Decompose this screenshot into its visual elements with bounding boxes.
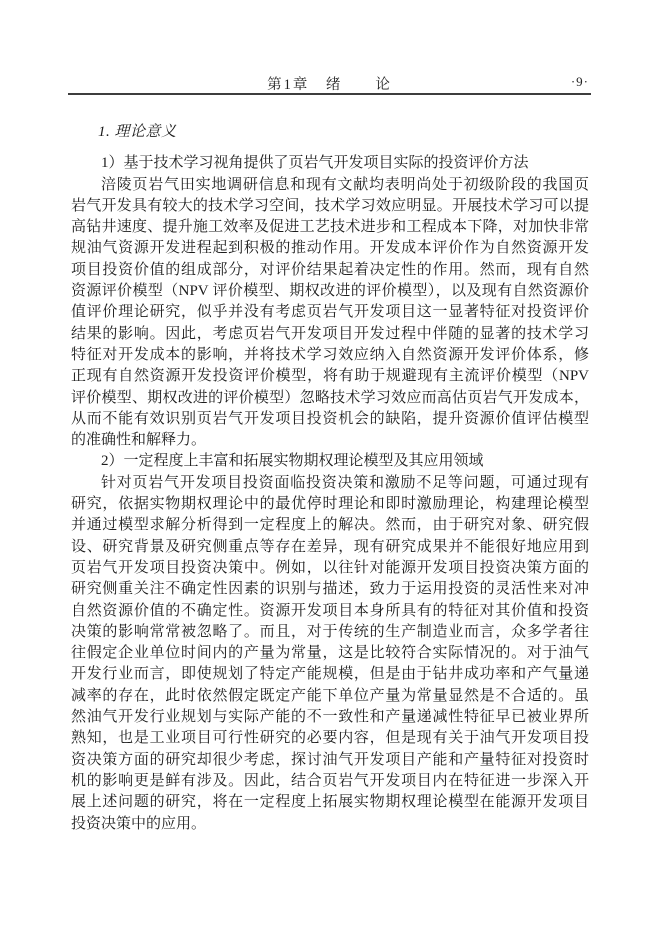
text-line: 设、研究背景及研究侧重点等存在差异，现有研究成果并不能很好地应用到: [71, 538, 589, 555]
text-line: 机的影响更是鲜有涉及。因此，结合页岩气开发项目内在特征进一步深入开: [71, 772, 589, 789]
text-line: 资源评价模型（NPV 评价模型、期权改进的评价模型），以及现有自然资源价: [71, 283, 589, 300]
text-line: 展上述问题的研究，将在一定程度上拓展实物期权理论模型在能源开发项目: [71, 794, 589, 811]
text-line: 结果的影响。因此，考虑页岩气开发项目开发过程中伴随的显著的技术学习: [71, 325, 589, 342]
text-line: 规油气资源开发进程起到积极的推动作用。开发成本评价作为自然资源开发: [71, 240, 589, 257]
text-line: 开发行业而言，即使规划了特定产能规模，但是由于钻井成功率和产气量递: [71, 666, 589, 683]
text-line: 自然资源价值的不确定性。资源开发项目本身所具有的特征对其价值和投资: [71, 602, 589, 619]
text-line: 涪陵页岩气田实地调研信息和现有文献均表明尚处于初级阶段的我国页: [101, 176, 589, 193]
text-line: 往假定企业单位时间内的产量为常量，这是比较符合实际情况的。对于油气: [71, 645, 589, 662]
text-line: 项目投资价值的组成部分，对评价结果起着决定性的作用。然而，现有自然: [71, 261, 589, 278]
text-line: 决策的影响常常被忽略了。而且，对于传统的生产制造业而言，众多学者往: [71, 623, 589, 640]
text-line: 并通过模型求解分析得到一定程度上的解决。然而，由于研究对象、研究假: [71, 517, 589, 534]
text-line: 特征对开发成本的影响，并将技术学习效应纳入自然资源开发评价体系，修: [71, 346, 589, 363]
text-line: 从而不能有效识别页岩气开发项目投资机会的缺陷，提升资源价值评估模型: [71, 410, 589, 427]
section-heading: 1. 理论意义: [98, 124, 177, 140]
text-line: 针对页岩气开发项目投资面临投资决策和激励不足等问题，可通过现有: [101, 474, 589, 491]
subheading: 1）基于技术学习视角提供了页岩气开发项目实际的投资评价方法: [101, 155, 529, 172]
text-line: 研究侧重关注不确定性因素的识别与描述，致力于运用投资的灵活性来对冲: [71, 581, 589, 598]
text-line: 减率的存在，此时依然假定既定产能下单位产量为常量显然是不合适的。虽: [71, 687, 589, 704]
subheading: 2）一定程度上丰富和拓展实物期权理论模型及其应用领域: [101, 453, 484, 470]
page-number: ·9·: [570, 74, 589, 89]
text-line: 值评价理论研究，似乎并没有考虑页岩气开发项目这一显著特征对投资评价: [71, 304, 589, 321]
text-line: 然油气开发行业规划与实际产能的不一致性和产量递减性特征早已被业界所: [71, 709, 589, 726]
body-blocks: [71, 153, 589, 835]
running-header: [68, 70, 591, 95]
text-line: 岩气开发具有较大的技术学习空间，技术学习效应明显。开展技术学习可以提: [71, 197, 589, 214]
text-line: 资决策方面的研究却很少考虑，探讨油气开发项目产能和产量特征对投资时: [71, 751, 589, 768]
text-line: 页岩气开发项目投资决策中。例如，以往针对能源开发项目投资决策方面的: [71, 559, 589, 576]
chapter-title: 第1章 绪 论: [267, 77, 392, 93]
text-line: 熟知，也是工业项目可行性研究的必要内容，但是现有关于油气开发项目投: [71, 730, 589, 747]
text-line: 研究，依据实物期权理论中的最优停时理论和即时激励理论，构建理论模型: [71, 496, 589, 513]
text-line: 高钻井速度、提升施工效率及促进工艺技术进步和工程成本下降，对加快非常: [71, 219, 589, 236]
text-line: 正现有自然资源开发投资评价模型，将有助于规避现有主流评价模型（NPV: [71, 368, 589, 385]
text-line: 评价模型、期权改进的评价模型）忽略技术学习效应而高估页岩气开发成本，: [71, 389, 589, 406]
text-line: 投资决策中的应用。: [71, 815, 207, 832]
text-line: 的准确性和解释力。: [71, 432, 207, 449]
body-text: [71, 122, 589, 835]
